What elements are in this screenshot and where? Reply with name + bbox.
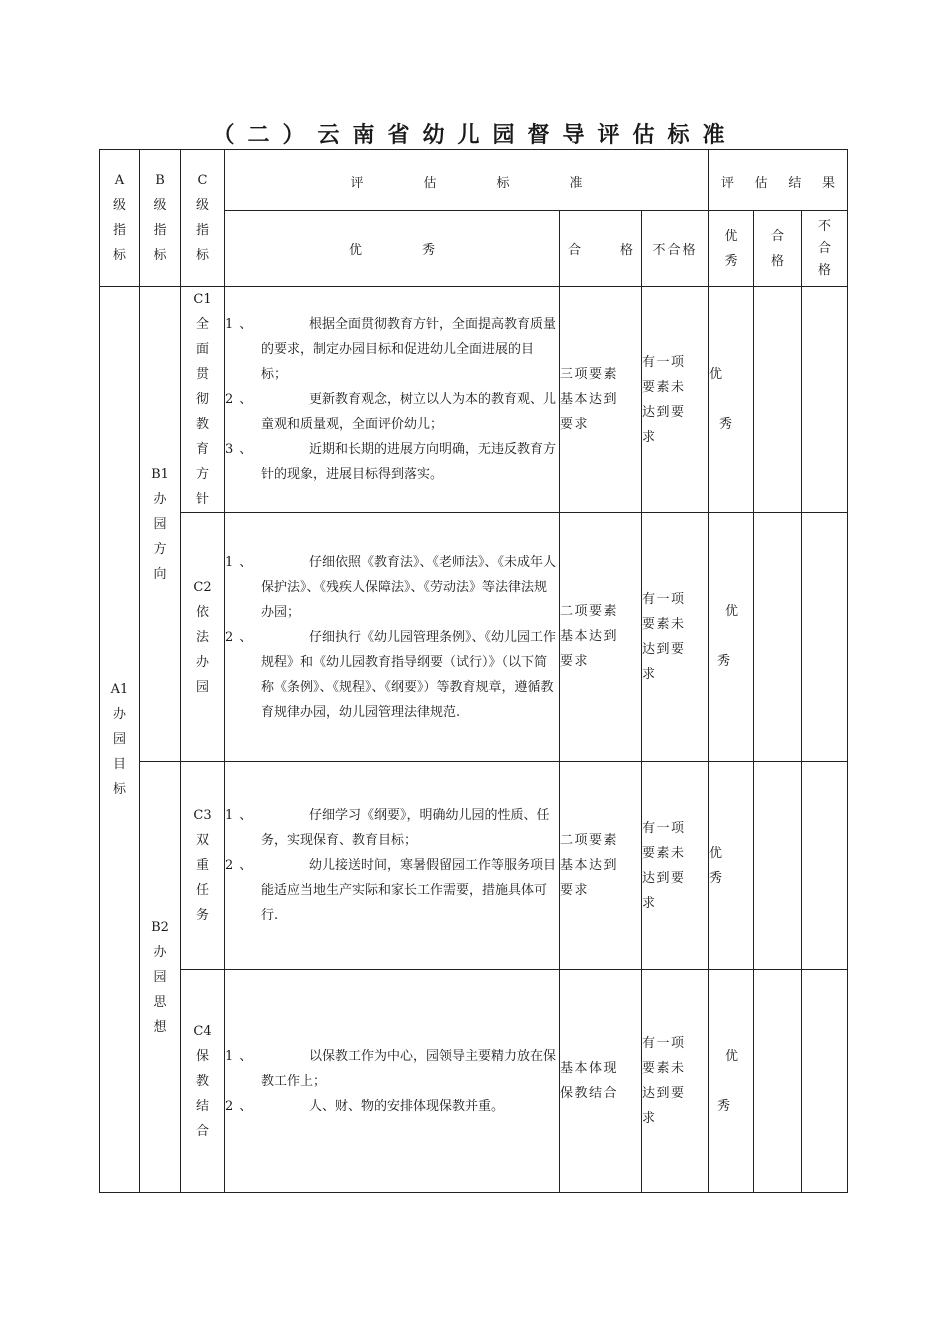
c4-fail: 有一项 要素未 达到要 求 [642,970,709,1193]
list-item: 1、 仔细学习《纲要》，明确幼儿园的性质、任务，实现保育、教育目标； [225,808,550,848]
list-item: 1、 以保教工作为中心，园领导主要精力放在保教工作上； [225,1048,557,1089]
c3-label: C3 双 重 任 务 [181,762,225,970]
header-standards: 评估标准 [225,150,709,211]
a1-label: A1 办 园 目 标 [100,287,140,1193]
c1-result-pass [754,287,802,513]
header-result-pass: 合 格 [754,211,802,287]
c3-result-pass [754,762,802,970]
list-item: 2、 幼儿接送时间，寒暑假留园工作等服务项目能适应当地生产实际和家长工作需要，措施具体可行. [225,858,557,923]
c2-fail: 有一项 要素未 达到要 求 [642,513,709,762]
c4-result-fail [802,970,848,1193]
header-excellent: 优秀 [225,211,560,287]
list-item: 1、 根据全面贯彻教育方针，全面提高教育质量 的要求，制定办园目标和促进幼儿全面进展的目标； [225,317,557,382]
header-result-excellent: 优 秀 [709,211,754,287]
list-item: 1、 仔细依照《教育法》、《老师法》、《未成年人保护法》、《残疾人保障法》、《劳动法》等法律法规办园； [225,554,557,620]
b1-label: B1 办 园 方 向 [140,287,181,762]
c4-label: C4 保 教 结 合 [181,970,225,1193]
b2-label: B2 办 园 思 想 [140,762,181,1193]
c2-result: 优 秀 [709,513,754,762]
header-a-level: A 级 指 标 [100,150,140,287]
c4-result-pass [754,970,802,1193]
c3-result: 优 秀 [709,762,754,970]
c4-result: 优 秀 [709,970,754,1193]
evaluation-table [99,149,848,1193]
c4-standards [225,970,560,1193]
list-item: 2、 仔细执行《幼儿园管理条例》、《幼儿园工作规程》和《幼儿园教育指导纲要（试行）》（以下简称《条例》、《规程》、《纲要》）等教育规章，遵循教育规律办园，幼儿园管理法律规范. [225,629,557,720]
c1-label: C1 全 面 贯 彻 教 育 方 针 [181,287,225,513]
c2-result-fail [802,513,848,762]
c1-pass: 三项要素 基本达到 要求 [560,287,642,513]
header-results: 评 估 结 果 [709,150,848,211]
c2-standards [225,513,560,762]
c3-standards [225,762,560,970]
header-result-fail: 不 合 格 [802,211,848,287]
c4-pass: 基本体现 保教结合 [560,970,642,1193]
c3-result-fail [802,762,848,970]
list-item: 2、 人、财、物的安排体现保教并重。 [225,1098,505,1114]
c2-label: C2 依 法 办 园 [181,513,225,762]
header-pass: 合 格 [560,211,642,287]
c2-pass: 二项要素 基本达到 要求 [560,513,642,762]
header-b-level: B 级 指 标 [140,150,181,287]
header-fail: 不合格 [642,211,709,287]
c1-fail: 有一项 要素未 达到要 求 [642,287,709,513]
list-item: 3、 近期和长期的进展方向明确，无违反教育方针的现象，进展目标得到落实。 [225,442,557,482]
c1-standards [225,287,560,513]
c1-result-fail [802,287,848,513]
c3-fail: 有一项 要素未 达到要 求 [642,762,709,970]
header-c-level: C 级 指 标 [181,150,225,287]
c1-result: 优 秀 [709,287,754,513]
c2-result-pass [754,513,802,762]
list-item: 2、 更新教育观念，树立以人为本的教育观、儿童观和质量观，全面评价幼儿； [225,392,557,432]
page-title: （二）云南省幼儿园督导评估标准 [212,123,738,148]
c3-pass: 二项要素 基本达到 要求 [560,762,642,970]
